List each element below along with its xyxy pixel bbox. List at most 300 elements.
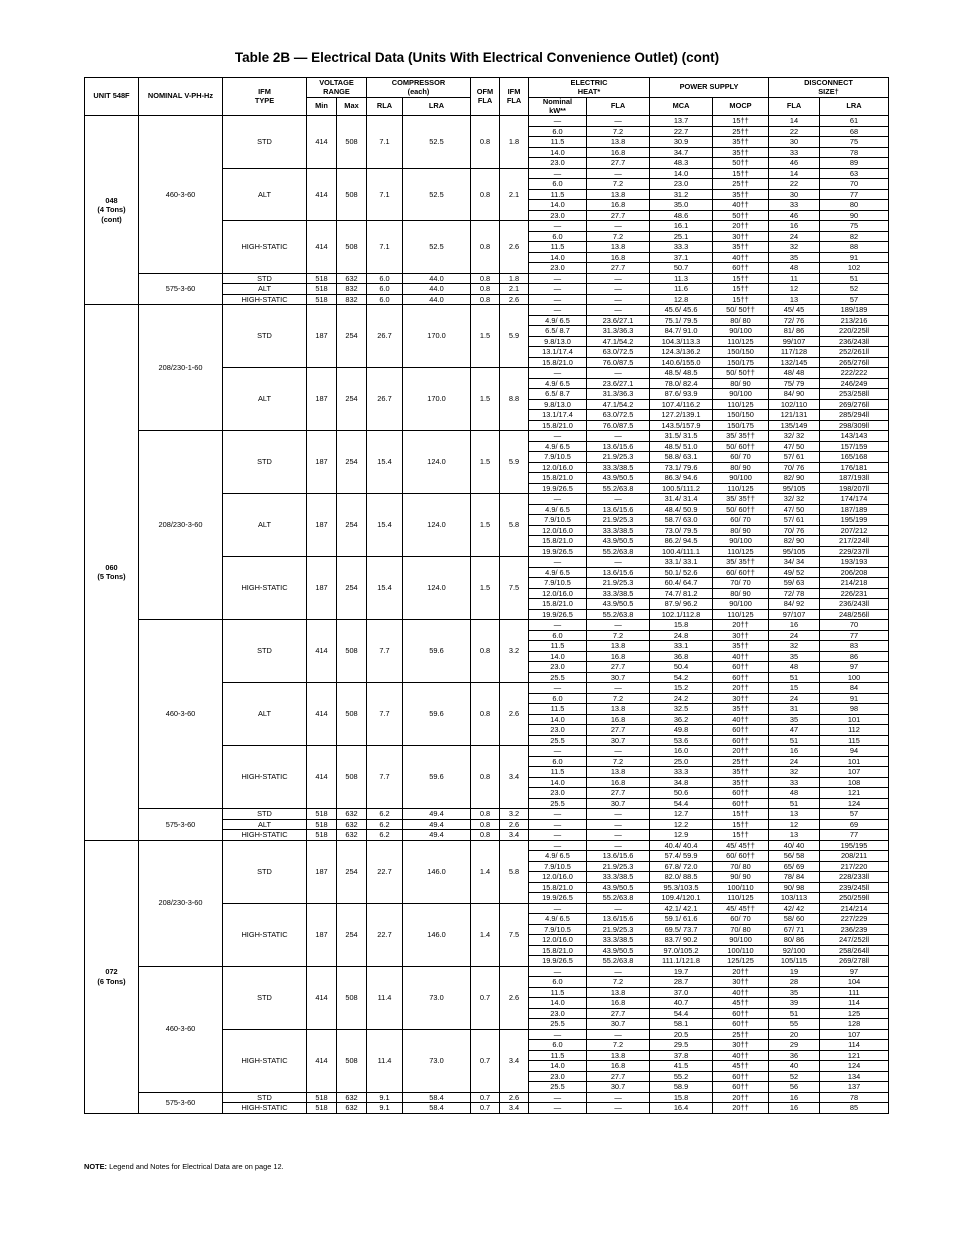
heat-kw-cell: — bbox=[529, 557, 587, 568]
compressor-rla-cell: 6.0 bbox=[367, 294, 403, 305]
mocp-cell: 70/ 80 bbox=[713, 861, 769, 872]
ifm-fla-cell: 5.9 bbox=[500, 431, 529, 494]
disconnect-lra-cell: 227/229 bbox=[820, 914, 889, 925]
compressor-rla-cell: 26.7 bbox=[367, 305, 403, 368]
heat-kw-cell: — bbox=[529, 819, 587, 830]
disconnect-lra-cell: 125 bbox=[820, 1008, 889, 1019]
mca-cell: 69.5/ 73.7 bbox=[650, 924, 713, 935]
mocp-cell: 60†† bbox=[713, 1082, 769, 1093]
nominal-voltage-cell: 208/230-1-60 bbox=[139, 305, 223, 431]
disconnect-lra-cell: 217/220 bbox=[820, 861, 889, 872]
voltage-min-cell: 187 bbox=[307, 494, 337, 557]
disconnect-fla-cell: 48 bbox=[769, 263, 820, 274]
ifm-fla-cell: 1.8 bbox=[500, 273, 529, 284]
mca-cell: 33.1 bbox=[650, 641, 713, 652]
compressor-lra-cell: 170.0 bbox=[403, 305, 471, 368]
ifm-type-cell: ALT bbox=[223, 284, 307, 295]
disconnect-fla-cell: 20 bbox=[769, 1029, 820, 1040]
voltage-min-cell: 414 bbox=[307, 1029, 337, 1092]
mca-cell: 53.6 bbox=[650, 735, 713, 746]
heat-kw-cell: 11.5 bbox=[529, 1050, 587, 1061]
mocp-cell: 20†† bbox=[713, 1092, 769, 1103]
ifm-type-cell: ALT bbox=[223, 494, 307, 557]
heat-fla-cell: 27.7 bbox=[587, 725, 650, 736]
mca-cell: 58.1 bbox=[650, 1019, 713, 1030]
mca-cell: 40.4/ 40.4 bbox=[650, 840, 713, 851]
heat-kw-cell: 23.0 bbox=[529, 725, 587, 736]
compressor-lra-cell: 59.6 bbox=[403, 683, 471, 746]
heat-fla-cell: — bbox=[587, 819, 650, 830]
header-ofm-fla: OFM FLA bbox=[471, 78, 500, 116]
heat-kw-cell: 6.0 bbox=[529, 693, 587, 704]
mocp-cell: 35†† bbox=[713, 641, 769, 652]
heat-kw-cell: 4.9/ 6.5 bbox=[529, 914, 587, 925]
header-nominal-kw: Nominal kW** bbox=[529, 98, 587, 116]
disconnect-lra-cell: 77 bbox=[820, 189, 889, 200]
compressor-rla-cell: 11.4 bbox=[367, 1029, 403, 1092]
heat-kw-cell: 25.5 bbox=[529, 735, 587, 746]
mca-cell: 100.5/111.2 bbox=[650, 483, 713, 494]
compressor-lra-cell: 73.0 bbox=[403, 1029, 471, 1092]
voltage-min-cell: 187 bbox=[307, 557, 337, 620]
heat-kw-cell: 19.9/26.5 bbox=[529, 609, 587, 620]
heat-fla-cell: — bbox=[587, 431, 650, 442]
compressor-rla-cell: 6.2 bbox=[367, 809, 403, 820]
heat-kw-cell: 6.0 bbox=[529, 179, 587, 190]
header-min: Min bbox=[307, 98, 337, 116]
disconnect-lra-cell: 68 bbox=[820, 126, 889, 137]
disconnect-lra-cell: 57 bbox=[820, 294, 889, 305]
voltage-max-cell: 508 bbox=[337, 116, 367, 169]
heat-kw-cell: 6.0 bbox=[529, 977, 587, 988]
ifm-fla-cell: 3.2 bbox=[500, 620, 529, 683]
disconnect-lra-cell: 143/143 bbox=[820, 431, 889, 442]
ofm-fla-cell: 0.8 bbox=[471, 830, 500, 841]
mocp-cell: 35†† bbox=[713, 704, 769, 715]
mocp-cell: 15†† bbox=[713, 294, 769, 305]
mca-cell: 60.4/ 64.7 bbox=[650, 578, 713, 589]
ofm-fla-cell: 1.5 bbox=[471, 431, 500, 494]
heat-fla-cell: — bbox=[587, 830, 650, 841]
compressor-rla-cell: 15.4 bbox=[367, 557, 403, 620]
voltage-max-cell: 508 bbox=[337, 1029, 367, 1092]
voltage-max-cell: 254 bbox=[337, 431, 367, 494]
heat-kw-cell: 11.5 bbox=[529, 767, 587, 778]
mocp-cell: 50†† bbox=[713, 158, 769, 169]
compressor-rla-cell: 22.7 bbox=[367, 840, 403, 903]
mca-cell: 24.2 bbox=[650, 693, 713, 704]
heat-fla-cell: 16.8 bbox=[587, 252, 650, 263]
heat-fla-cell: — bbox=[587, 809, 650, 820]
voltage-min-cell: 187 bbox=[307, 840, 337, 903]
mca-cell: 111.1/121.8 bbox=[650, 956, 713, 967]
disconnect-lra-cell: 97 bbox=[820, 966, 889, 977]
mocp-cell: 35†† bbox=[713, 137, 769, 148]
note-text: Legend and Notes for Electrical Data are on page 12. bbox=[109, 1162, 284, 1171]
disconnect-lra-cell: 104 bbox=[820, 977, 889, 988]
header-mca: MCA bbox=[650, 98, 713, 116]
ofm-fla-cell: 1.5 bbox=[471, 557, 500, 620]
disconnect-fla-cell: 65/ 69 bbox=[769, 861, 820, 872]
heat-fla-cell: — bbox=[587, 305, 650, 316]
compressor-rla-cell: 6.2 bbox=[367, 819, 403, 830]
heat-kw-cell: — bbox=[529, 840, 587, 851]
heat-kw-cell: 4.9/ 6.5 bbox=[529, 851, 587, 862]
mocp-cell: 80/ 90 bbox=[713, 462, 769, 473]
disconnect-lra-cell: 239/245ll bbox=[820, 882, 889, 893]
disconnect-fla-cell: 70/ 76 bbox=[769, 525, 820, 536]
disconnect-lra-cell: 248/256ll bbox=[820, 609, 889, 620]
disconnect-fla-cell: 67/ 71 bbox=[769, 924, 820, 935]
disconnect-fla-cell: 48 bbox=[769, 788, 820, 799]
heat-fla-cell: 27.7 bbox=[587, 662, 650, 673]
heat-fla-cell: 23.6/27.1 bbox=[587, 378, 650, 389]
mocp-cell: 20†† bbox=[713, 221, 769, 232]
ifm-type-cell: STD bbox=[223, 431, 307, 494]
heat-fla-cell: 16.8 bbox=[587, 998, 650, 1009]
heat-fla-cell: 16.8 bbox=[587, 147, 650, 158]
heat-fla-cell: 33.3/38.5 bbox=[587, 935, 650, 946]
heat-kw-cell: — bbox=[529, 294, 587, 305]
compressor-lra-cell: 58.4 bbox=[403, 1092, 471, 1103]
disconnect-fla-cell: 46 bbox=[769, 158, 820, 169]
disconnect-fla-cell: 28 bbox=[769, 977, 820, 988]
ofm-fla-cell: 0.8 bbox=[471, 168, 500, 221]
unit-cell: 072 (6 Tons) bbox=[85, 840, 139, 1113]
heat-fla-cell: 7.2 bbox=[587, 126, 650, 137]
disconnect-lra-cell: 189/189 bbox=[820, 305, 889, 316]
table-note bbox=[84, 1162, 284, 1171]
mca-cell: 41.5 bbox=[650, 1061, 713, 1072]
disconnect-fla-cell: 103/113 bbox=[769, 893, 820, 904]
ofm-fla-cell: 0.8 bbox=[471, 746, 500, 809]
ifm-fla-cell: 2.6 bbox=[500, 294, 529, 305]
heat-kw-cell: 11.5 bbox=[529, 641, 587, 652]
mocp-cell: 60†† bbox=[713, 788, 769, 799]
voltage-min-cell: 414 bbox=[307, 168, 337, 221]
mca-cell: 13.7 bbox=[650, 116, 713, 127]
disconnect-lra-cell: 83 bbox=[820, 641, 889, 652]
heat-fla-cell: 13.6/15.6 bbox=[587, 567, 650, 578]
mca-cell: 35.0 bbox=[650, 200, 713, 211]
heat-kw-cell: 12.0/16.0 bbox=[529, 935, 587, 946]
disconnect-fla-cell: 33 bbox=[769, 200, 820, 211]
header-power-supply: POWER SUPPLY bbox=[650, 78, 769, 98]
heat-kw-cell: 23.0 bbox=[529, 1071, 587, 1082]
header-nominal: NOMINAL V-PH-Hz bbox=[139, 78, 223, 116]
compressor-rla-cell: 6.0 bbox=[367, 273, 403, 284]
heat-kw-cell: 12.0/16.0 bbox=[529, 872, 587, 883]
mca-cell: 59.1/ 61.6 bbox=[650, 914, 713, 925]
mocp-cell: 150/150 bbox=[713, 347, 769, 358]
ifm-type-cell: ALT bbox=[223, 168, 307, 221]
mocp-cell: 110/125 bbox=[713, 483, 769, 494]
mocp-cell: 70/ 70 bbox=[713, 578, 769, 589]
compressor-lra-cell: 73.0 bbox=[403, 966, 471, 1029]
header-mocp: MOCP bbox=[713, 98, 769, 116]
heat-fla-cell: 21.9/25.3 bbox=[587, 578, 650, 589]
heat-kw-cell: 19.9/26.5 bbox=[529, 483, 587, 494]
disconnect-fla-cell: 52 bbox=[769, 1071, 820, 1082]
compressor-rla-cell: 15.4 bbox=[367, 494, 403, 557]
voltage-max-cell: 632 bbox=[337, 1103, 367, 1114]
mca-cell: 33.1/ 33.1 bbox=[650, 557, 713, 568]
voltage-min-cell: 518 bbox=[307, 1092, 337, 1103]
disconnect-fla-cell: 32/ 32 bbox=[769, 494, 820, 505]
compressor-lra-cell: 52.5 bbox=[403, 221, 471, 274]
header-heat-fla: FLA bbox=[587, 98, 650, 116]
mocp-cell: 45/ 45†† bbox=[713, 903, 769, 914]
disconnect-lra-cell: 214/214 bbox=[820, 903, 889, 914]
heat-kw-cell: — bbox=[529, 746, 587, 757]
disconnect-lra-cell: 63 bbox=[820, 168, 889, 179]
mocp-cell: 100/110 bbox=[713, 945, 769, 956]
mca-cell: 74.7/ 81.2 bbox=[650, 588, 713, 599]
ofm-fla-cell: 0.8 bbox=[471, 116, 500, 169]
compressor-lra-cell: 44.0 bbox=[403, 294, 471, 305]
mca-cell: 54.2 bbox=[650, 672, 713, 683]
heat-fla-cell: — bbox=[587, 966, 650, 977]
mocp-cell: 60/ 70 bbox=[713, 515, 769, 526]
heat-fla-cell: 31.3/36.3 bbox=[587, 389, 650, 400]
mca-cell: 50.1/ 52.6 bbox=[650, 567, 713, 578]
disconnect-fla-cell: 30 bbox=[769, 137, 820, 148]
heat-fla-cell: 30.7 bbox=[587, 1082, 650, 1093]
heat-fla-cell: 21.9/25.3 bbox=[587, 452, 650, 463]
disconnect-fla-cell: 36 bbox=[769, 1050, 820, 1061]
heat-fla-cell: 55.2/63.8 bbox=[587, 483, 650, 494]
heat-fla-cell: 43.9/50.5 bbox=[587, 473, 650, 484]
header-compressor: COMPRESSOR (each) bbox=[367, 78, 471, 98]
disconnect-lra-cell: 84 bbox=[820, 683, 889, 694]
disconnect-lra-cell: 207/212 bbox=[820, 525, 889, 536]
disconnect-lra-cell: 253/258ll bbox=[820, 389, 889, 400]
mocp-cell: 60†† bbox=[713, 1019, 769, 1030]
heat-fla-cell: 55.2/63.8 bbox=[587, 956, 650, 967]
heat-fla-cell: 23.6/27.1 bbox=[587, 315, 650, 326]
ofm-fla-cell: 0.8 bbox=[471, 221, 500, 274]
voltage-min-cell: 518 bbox=[307, 809, 337, 820]
disconnect-fla-cell: 12 bbox=[769, 284, 820, 295]
heat-fla-cell: 7.2 bbox=[587, 1040, 650, 1051]
heat-kw-cell: 25.5 bbox=[529, 672, 587, 683]
heat-kw-cell: 23.0 bbox=[529, 788, 587, 799]
heat-fla-cell: 7.2 bbox=[587, 179, 650, 190]
mca-cell: 16.1 bbox=[650, 221, 713, 232]
ifm-type-cell: STD bbox=[223, 809, 307, 820]
disconnect-lra-cell: 91 bbox=[820, 252, 889, 263]
disconnect-fla-cell: 84/ 92 bbox=[769, 599, 820, 610]
disconnect-lra-cell: 70 bbox=[820, 179, 889, 190]
disconnect-fla-cell: 47 bbox=[769, 725, 820, 736]
disconnect-lra-cell: 101 bbox=[820, 756, 889, 767]
disconnect-lra-cell: 236/243ll bbox=[820, 336, 889, 347]
disconnect-fla-cell: 30 bbox=[769, 189, 820, 200]
voltage-min-cell: 414 bbox=[307, 620, 337, 683]
mca-cell: 45.6/ 45.6 bbox=[650, 305, 713, 316]
header-disconnect-lra: LRA bbox=[820, 98, 889, 116]
compressor-lra-cell: 49.4 bbox=[403, 830, 471, 841]
disconnect-fla-cell: 16 bbox=[769, 1103, 820, 1114]
mca-cell: 107.4/116.2 bbox=[650, 399, 713, 410]
disconnect-fla-cell: 70/ 76 bbox=[769, 462, 820, 473]
mca-cell: 16.4 bbox=[650, 1103, 713, 1114]
disconnect-fla-cell: 51 bbox=[769, 735, 820, 746]
heat-fla-cell: 27.7 bbox=[587, 158, 650, 169]
disconnect-fla-cell: 16 bbox=[769, 221, 820, 232]
voltage-max-cell: 632 bbox=[337, 830, 367, 841]
ofm-fla-cell: 0.8 bbox=[471, 294, 500, 305]
heat-fla-cell: — bbox=[587, 273, 650, 284]
disconnect-fla-cell: 95/105 bbox=[769, 483, 820, 494]
heat-kw-cell: — bbox=[529, 494, 587, 505]
disconnect-fla-cell: 39 bbox=[769, 998, 820, 1009]
table-row bbox=[85, 305, 889, 316]
ofm-fla-cell: 1.4 bbox=[471, 840, 500, 903]
mca-cell: 12.2 bbox=[650, 819, 713, 830]
compressor-rla-cell: 9.1 bbox=[367, 1103, 403, 1114]
mocp-cell: 45/ 45†† bbox=[713, 840, 769, 851]
heat-fla-cell: — bbox=[587, 557, 650, 568]
ifm-fla-cell: 7.5 bbox=[500, 557, 529, 620]
heat-kw-cell: 6.5/ 8.7 bbox=[529, 326, 587, 337]
voltage-max-cell: 254 bbox=[337, 305, 367, 368]
mocp-cell: 40†† bbox=[713, 714, 769, 725]
heat-fla-cell: 13.6/15.6 bbox=[587, 504, 650, 515]
mocp-cell: 25†† bbox=[713, 179, 769, 190]
heat-kw-cell: — bbox=[529, 368, 587, 379]
disconnect-fla-cell: 32 bbox=[769, 767, 820, 778]
voltage-min-cell: 518 bbox=[307, 819, 337, 830]
mca-cell: 82.0/ 88.5 bbox=[650, 872, 713, 883]
heat-fla-cell: 7.2 bbox=[587, 977, 650, 988]
compressor-rla-cell: 11.4 bbox=[367, 966, 403, 1029]
heat-fla-cell: — bbox=[587, 683, 650, 694]
ofm-fla-cell: 0.7 bbox=[471, 1103, 500, 1114]
disconnect-lra-cell: 90 bbox=[820, 210, 889, 221]
mocp-cell: 15†† bbox=[713, 830, 769, 841]
nominal-voltage-cell: 575-3-60 bbox=[139, 273, 223, 305]
disconnect-fla-cell: 22 bbox=[769, 179, 820, 190]
disconnect-fla-cell: 24 bbox=[769, 231, 820, 242]
header-max: Max bbox=[337, 98, 367, 116]
mca-cell: 23.0 bbox=[650, 179, 713, 190]
heat-kw-cell: — bbox=[529, 431, 587, 442]
voltage-min-cell: 414 bbox=[307, 966, 337, 1029]
disconnect-lra-cell: 112 bbox=[820, 725, 889, 736]
disconnect-lra-cell: 111 bbox=[820, 987, 889, 998]
compressor-lra-cell: 49.4 bbox=[403, 809, 471, 820]
ifm-type-cell: STD bbox=[223, 966, 307, 1029]
mca-cell: 75.1/ 79.5 bbox=[650, 315, 713, 326]
heat-fla-cell: 13.6/15.6 bbox=[587, 914, 650, 925]
compressor-lra-cell: 52.5 bbox=[403, 168, 471, 221]
mocp-cell: 30†† bbox=[713, 231, 769, 242]
page-title: Table 2B — Electrical Data (Units With Electrical Convenience Outlet) (cont) bbox=[234, 50, 720, 65]
mca-cell: 31.5/ 31.5 bbox=[650, 431, 713, 442]
heat-kw-cell: 15.8/21.0 bbox=[529, 599, 587, 610]
disconnect-lra-cell: 57 bbox=[820, 809, 889, 820]
ifm-type-cell: ALT bbox=[223, 368, 307, 431]
mocp-cell: 100/110 bbox=[713, 882, 769, 893]
table-row bbox=[85, 966, 889, 977]
ifm-fla-cell: 3.2 bbox=[500, 809, 529, 820]
voltage-max-cell: 632 bbox=[337, 1092, 367, 1103]
header-rla: RLA bbox=[367, 98, 403, 116]
ifm-fla-cell: 7.5 bbox=[500, 903, 529, 966]
mocp-cell: 15†† bbox=[713, 273, 769, 284]
heat-kw-cell: 7.9/10.5 bbox=[529, 861, 587, 872]
mocp-cell: 40†† bbox=[713, 987, 769, 998]
ifm-type-cell: HIGH-STATIC bbox=[223, 746, 307, 809]
mocp-cell: 35†† bbox=[713, 189, 769, 200]
compressor-lra-cell: 52.5 bbox=[403, 116, 471, 169]
heat-kw-cell: 6.0 bbox=[529, 231, 587, 242]
disconnect-lra-cell: 246/249 bbox=[820, 378, 889, 389]
mca-cell: 57.4/ 59.9 bbox=[650, 851, 713, 862]
disconnect-fla-cell: 49/ 52 bbox=[769, 567, 820, 578]
disconnect-lra-cell: 86 bbox=[820, 651, 889, 662]
disconnect-lra-cell: 206/208 bbox=[820, 567, 889, 578]
heat-fla-cell: 27.7 bbox=[587, 263, 650, 274]
heat-kw-cell: 4.9/ 6.5 bbox=[529, 567, 587, 578]
mca-cell: 48.5/ 51.0 bbox=[650, 441, 713, 452]
heat-kw-cell: 14.0 bbox=[529, 252, 587, 263]
voltage-max-cell: 832 bbox=[337, 284, 367, 295]
mca-cell: 20.5 bbox=[650, 1029, 713, 1040]
heat-fla-cell: 33.3/38.5 bbox=[587, 525, 650, 536]
mocp-cell: 40†† bbox=[713, 651, 769, 662]
mocp-cell: 110/125 bbox=[713, 546, 769, 557]
mca-cell: 42.1/ 42.1 bbox=[650, 903, 713, 914]
ofm-fla-cell: 0.7 bbox=[471, 1029, 500, 1092]
heat-kw-cell: 4.9/ 6.5 bbox=[529, 504, 587, 515]
mocp-cell: 15†† bbox=[713, 116, 769, 127]
heat-fla-cell: 16.8 bbox=[587, 777, 650, 788]
disconnect-lra-cell: 134 bbox=[820, 1071, 889, 1082]
ifm-type-cell: HIGH-STATIC bbox=[223, 294, 307, 305]
mocp-cell: 60/ 70 bbox=[713, 452, 769, 463]
mca-cell: 36.8 bbox=[650, 651, 713, 662]
voltage-min-cell: 518 bbox=[307, 830, 337, 841]
compressor-lra-cell: 49.4 bbox=[403, 819, 471, 830]
mocp-cell: 50†† bbox=[713, 210, 769, 221]
heat-kw-cell: 6.5/ 8.7 bbox=[529, 389, 587, 400]
heat-kw-cell: — bbox=[529, 809, 587, 820]
ofm-fla-cell: 0.7 bbox=[471, 966, 500, 1029]
ifm-type-cell: STD bbox=[223, 840, 307, 903]
nominal-voltage-cell: 575-3-60 bbox=[139, 1092, 223, 1113]
unit-cell: 060 (5 Tons) bbox=[85, 305, 139, 841]
disconnect-fla-cell: 31 bbox=[769, 704, 820, 715]
compressor-rla-cell: 6.0 bbox=[367, 284, 403, 295]
disconnect-lra-cell: 97 bbox=[820, 662, 889, 673]
heat-fla-cell: 21.9/25.3 bbox=[587, 924, 650, 935]
compressor-lra-cell: 146.0 bbox=[403, 840, 471, 903]
mca-cell: 86.2/ 94.5 bbox=[650, 536, 713, 547]
ifm-type-cell: HIGH-STATIC bbox=[223, 830, 307, 841]
mca-cell: 33.3 bbox=[650, 242, 713, 253]
heat-fla-cell: — bbox=[587, 116, 650, 127]
disconnect-lra-cell: 78 bbox=[820, 147, 889, 158]
mca-cell: 58.7/ 63.0 bbox=[650, 515, 713, 526]
ofm-fla-cell: 0.8 bbox=[471, 620, 500, 683]
disconnect-fla-cell: 72/ 78 bbox=[769, 588, 820, 599]
disconnect-lra-cell: 51 bbox=[820, 273, 889, 284]
mca-cell: 11.3 bbox=[650, 273, 713, 284]
mca-cell: 15.8 bbox=[650, 1092, 713, 1103]
compressor-rla-cell: 7.1 bbox=[367, 116, 403, 169]
